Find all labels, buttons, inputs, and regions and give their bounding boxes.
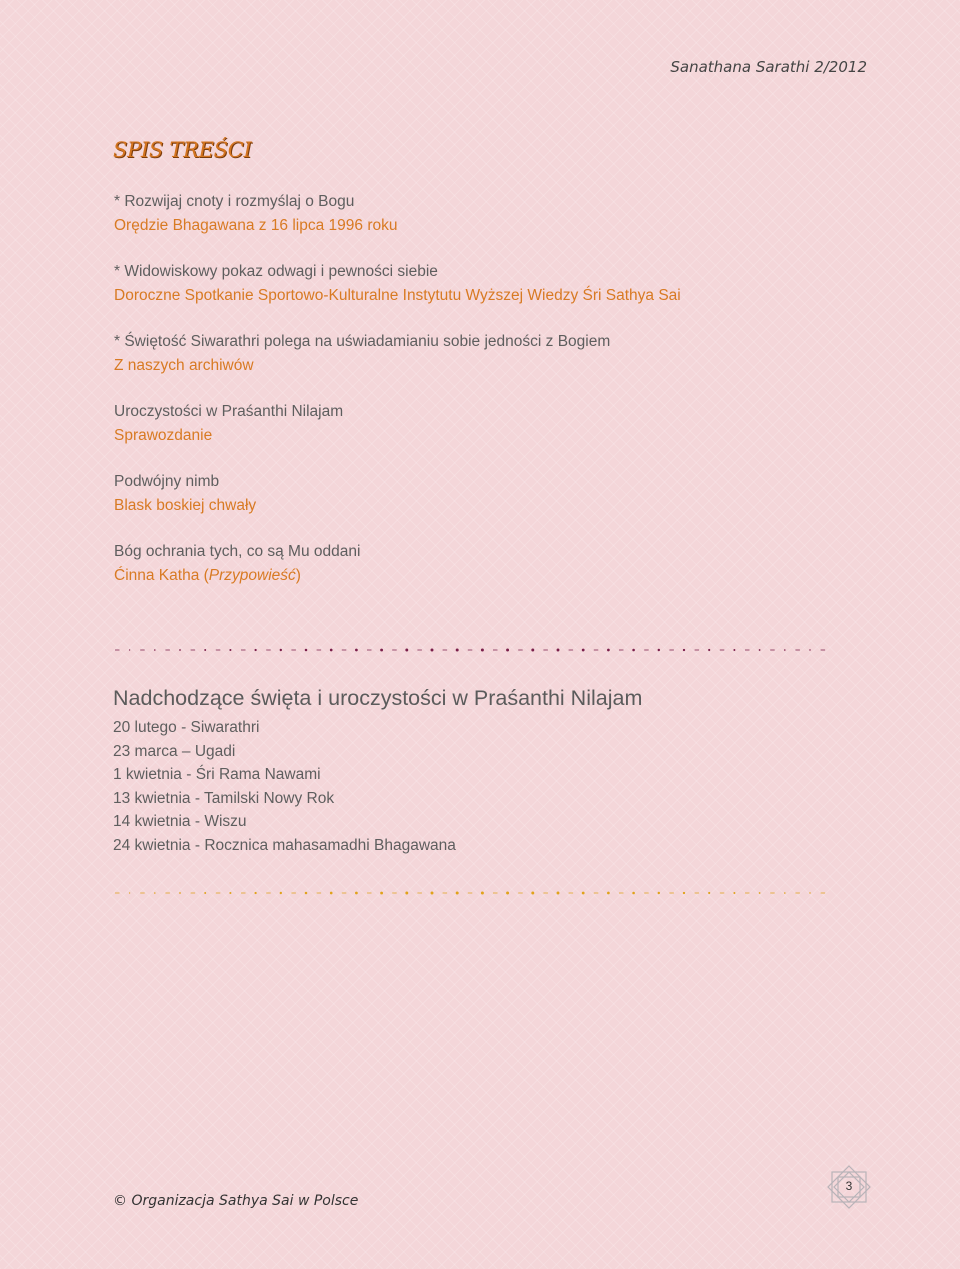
- festivals-title: Nadchodzące święta i uroczystości w Praśanthi Nilajam: [113, 686, 643, 710]
- toc-entry-title: * Świętość Siwarathri polega na uświadamianiu sobie jedności z Bogiem: [114, 333, 611, 350]
- festival-item: 1 kwietnia - Śri Rama Nawami: [113, 766, 321, 783]
- toc-entry-subtitle: Doroczne Spotkanie Sportowo-Kulturalne Instytutu Wyższej Wiedzy Śri Sathya Sai: [114, 286, 681, 304]
- divider-dots-bottom: [113, 887, 835, 899]
- toc-entry-subtitle: Orędzie Bhagawana z 16 lipca 1996 roku: [114, 216, 398, 234]
- toc-entry-subtitle: Blask boskiej chwały: [114, 496, 257, 514]
- toc-entry-title: Podwójny nimb: [114, 473, 220, 490]
- journal-title: Sanathana Sarathi 2/2012: [670, 58, 867, 76]
- toc-entry-subtitle: Z naszych archiwów: [114, 356, 254, 374]
- table-of-contents: [114, 190, 874, 610]
- toc-title: SPIS TREŚCI: [113, 138, 252, 162]
- festival-item: 20 lutego - Siwarathri: [113, 719, 260, 736]
- toc-entry[interactable]: [114, 330, 874, 377]
- toc-entry[interactable]: [114, 540, 874, 587]
- toc-entry-subtitle: [114, 564, 874, 588]
- festival-item: 14 kwietnia - Wiszu: [113, 813, 247, 830]
- toc-entry-title: Uroczystości w Praśanthi Nilajam: [114, 403, 344, 420]
- divider-dots-top: [113, 644, 835, 656]
- toc-entry[interactable]: [114, 470, 874, 517]
- footer-copyright: © Organizacja Sathya Sai w Polsce: [113, 1193, 359, 1209]
- toc-entry-title: * Rozwijaj cnoty i rozmyślaj o Bogu: [114, 193, 355, 210]
- toc-entry-title: * Widowiskowy pokaz odwagi i pewności siebie: [114, 263, 438, 280]
- festival-item: 23 marca – Ugadi: [113, 742, 236, 760]
- subtitle-text: Ćinna Katha (: [114, 566, 209, 584]
- toc-entry-title: Bóg ochrania tych, co są Mu oddani: [114, 543, 361, 560]
- upcoming-festivals: [113, 684, 873, 857]
- toc-entry[interactable]: [114, 190, 874, 237]
- subtitle-italic: Przypowieść: [208, 566, 296, 584]
- festival-item: 13 kwietnia - Tamilski Nowy Rok: [113, 789, 335, 807]
- page-number: 3: [845, 1179, 853, 1193]
- divider-top: [113, 644, 835, 656]
- subtitle-end: ): [295, 566, 301, 584]
- toc-entry[interactable]: [114, 400, 874, 447]
- toc-entry-subtitle: Sprawozdanie: [114, 426, 213, 444]
- festival-item: 24 kwietnia - Rocznica mahasamadhi Bhagawana: [113, 836, 456, 854]
- toc-entry[interactable]: [114, 260, 874, 307]
- divider-bottom: [113, 887, 835, 899]
- page-number-badge: [824, 1164, 874, 1210]
